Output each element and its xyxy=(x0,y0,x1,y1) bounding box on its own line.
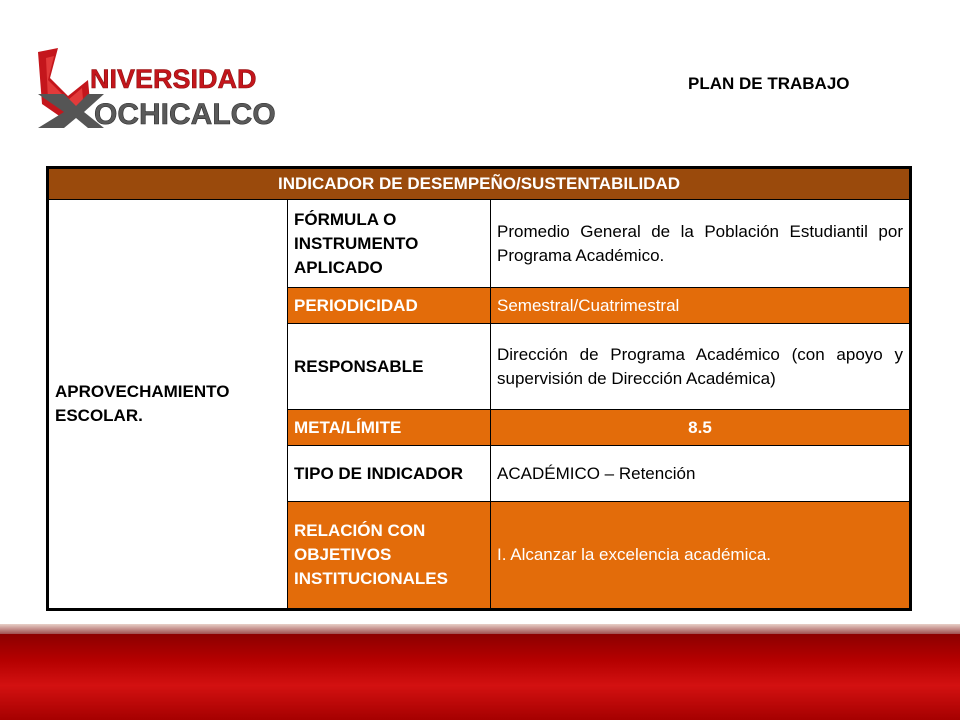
row-label: RESPONSABLE xyxy=(288,324,491,410)
table-heading-row xyxy=(48,168,911,200)
logo-text-top: NIVERSIDAD xyxy=(90,64,257,94)
row-label: FÓRMULA O INSTRUMENTO APLICADO xyxy=(288,200,491,288)
footer-divider xyxy=(0,624,960,634)
row-label: RELACIÓN CON OBJETIVOS INSTITUCIONALES xyxy=(288,502,491,610)
table-row xyxy=(48,200,911,288)
university-logo xyxy=(28,44,278,128)
footer-band xyxy=(0,634,960,720)
row-value: Semestral/Cuatrimestral xyxy=(491,288,911,324)
meta-value: 8.5 xyxy=(491,410,911,446)
row-value: Promedio General de la Población Estudiantil por Programa Académico. xyxy=(491,200,911,288)
page-title: PLAN DE TRABAJO xyxy=(688,74,850,93)
table-heading: INDICADOR DE DESEMPEÑO/SUSTENTABILIDAD xyxy=(48,168,911,200)
indicator-table xyxy=(46,166,912,611)
row-label: TIPO DE INDICADOR xyxy=(288,446,491,502)
row-value: ACADÉMICO – Retención xyxy=(491,446,911,502)
row-label: META/LÍMITE xyxy=(288,410,491,446)
row-label: PERIODICIDAD xyxy=(288,288,491,324)
indicator-name: APROVECHAMIENTO ESCOLAR. xyxy=(48,200,288,610)
row-value: I. Alcanzar la excelencia académica. xyxy=(491,502,911,610)
row-value: Dirección de Programa Académico (con apoyo y supervisión de Dirección Académica) xyxy=(491,324,911,410)
logo-text-bottom: OCHICALCO xyxy=(94,98,276,128)
